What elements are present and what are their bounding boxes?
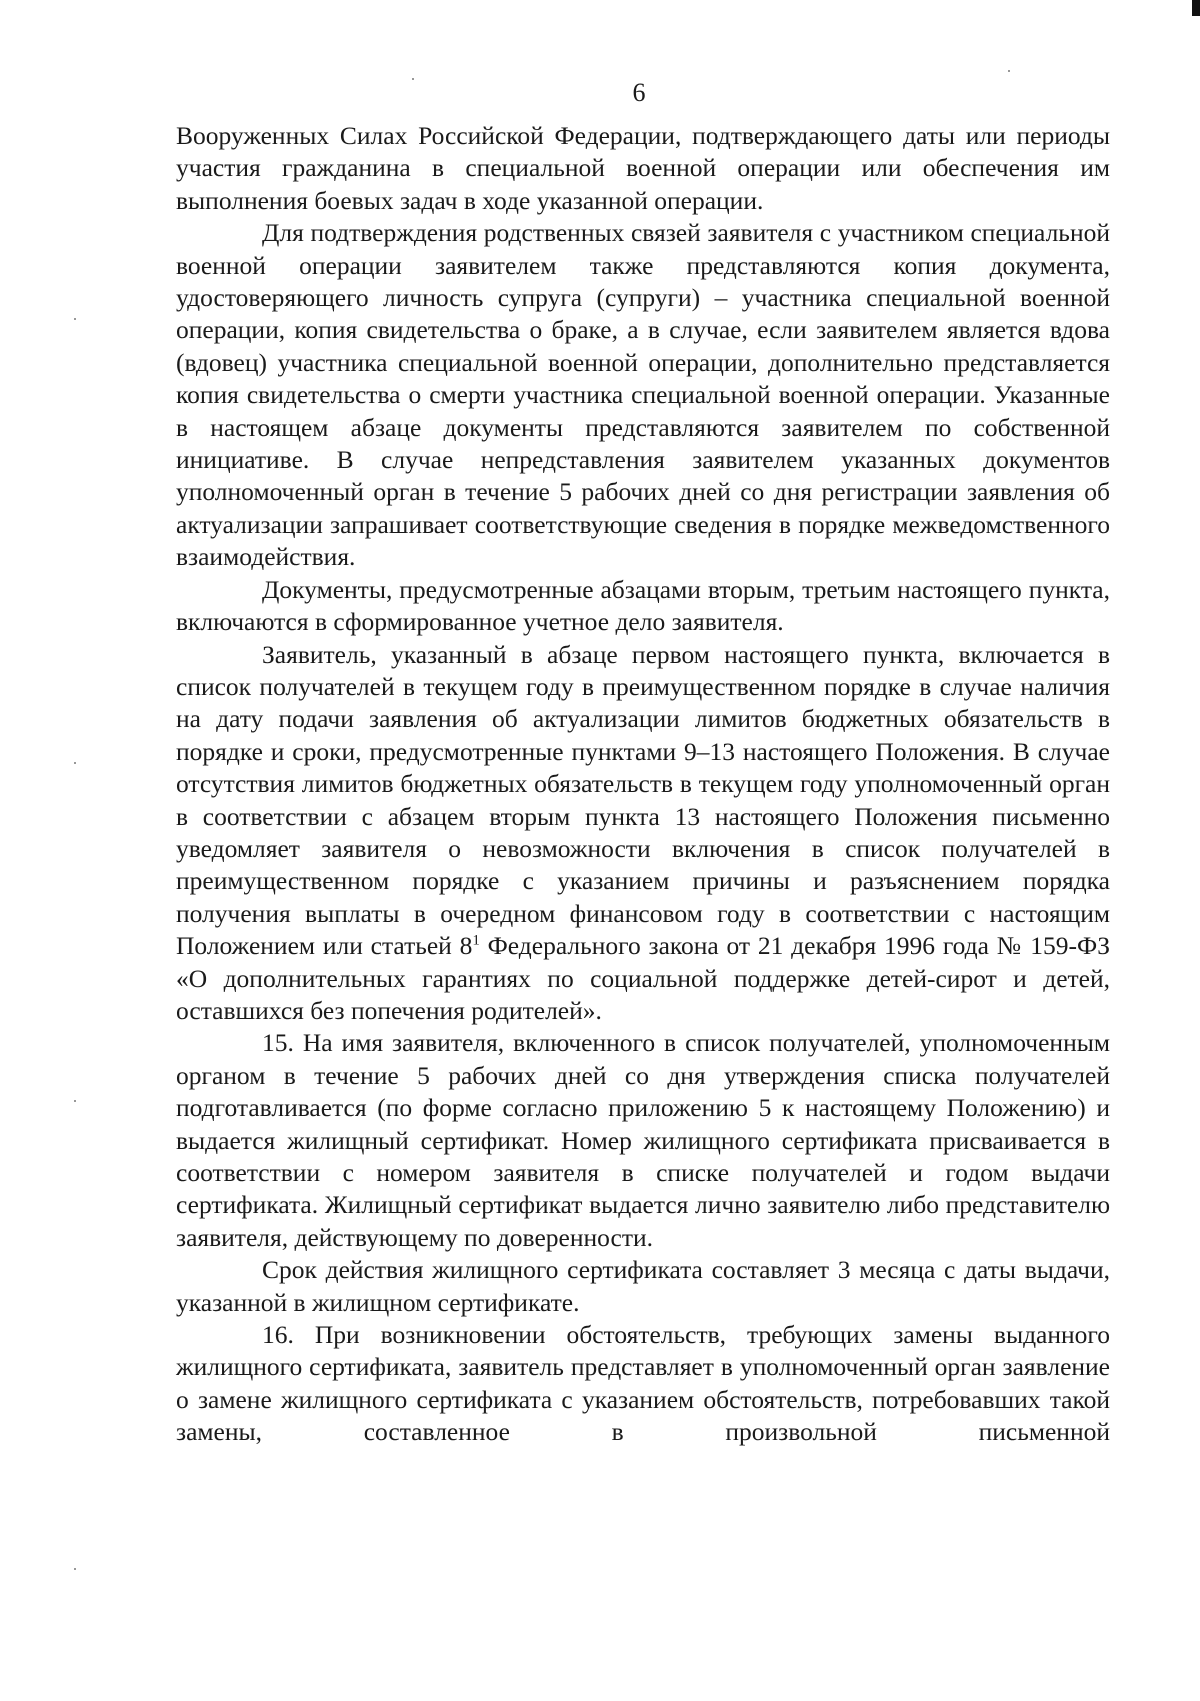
- page-number: 6: [632, 78, 646, 107]
- scan-speck: [74, 762, 76, 764]
- paragraph-certificate-validity: Срок действия жилищного сертификата составляет 3 месяца с даты выдачи, указанной в жилищном сертификате.: [176, 1255, 1110, 1317]
- paragraph-relationship-documents: Для подтверждения родственных связей заявителя с участником специальной военной операции заявителем также представляются копия документа, удостоверяющего личность супруга (супруги) – участника специальной военной операции, копия свидетельства о браке, а в случае, если заявителем является вдова (вдовец) участника специальной военной операции, дополнительно представляется копия свидетельства о смерти участника специальной военной операции. Указанные в настоящем абзаце документы представляются заявителем по собственной инициативе. В случае непредставления заявителем указанных документов уполномоченный орган в течение 5 рабочих дней со дня регистрации заявления об актуализации запрашивает соответствующие сведения в порядке межведомственного взаимодействия.: [176, 218, 1110, 572]
- paragraph-documents-included: Документы, предусмотренные абзацами вторым, третьим настоящего пункта, включаются в сформированное учетное дело заявителя.: [176, 574, 1110, 637]
- paragraph-continuation: Вооруженных Силах Российской Федерации, подтверждающего даты или периоды участия гражданина в специальной военной операции или обеспечения им выполнения боевых задач в ходе указанной операции.: [176, 121, 1110, 215]
- scan-edge-mark: [1192, 0, 1200, 16]
- paragraph-clause-16: 16. При возникновении обстоятельств, требующих замены выданного жилищного сертификата, заявитель представляет в уполномоченный орган заявление о замене жилищного сертификата с указанием обстоятельств, потребовавших такой замены, составленное в произвольной письменной: [176, 1320, 1110, 1447]
- paragraph-priority-text-cont: Федерального закона от 21 декабря 1996 года № 159-ФЗ «О дополнительных гарантиях по социальной поддержке детей-сирот и детей, оставшихся без попечения родителей».: [176, 931, 1110, 1025]
- scan-speck: [74, 1100, 76, 1102]
- scan-speck: [74, 1568, 76, 1570]
- article-superscript: 1: [472, 932, 480, 949]
- paragraph-priority-inclusion: [176, 639, 1110, 1028]
- paragraph-priority-text: Заявитель, указанный в абзаце первом настоящего пункта, включается в список получателей в текущем году в преимущественном порядке в случае наличия на дату подачи заявления об актуализации лимитов бюджетных обязательств в порядке и сроки, предусмотренные пунктами 9–13 настоящего Положения. В случае отсутствия лимитов бюджетных обязательств в текущем году уполномоченный орган в соответствии с абзацем вторым пункта 13 настоящего Положения письменно уведомляет заявителя о невозможности включения в список получателей в преимущественном порядке с указанием причины и разъяснением порядка получения выплаты в очередном финансовом году в соответствии с настоящим Положением или статьей 8: [176, 639, 1110, 961]
- document-body: [176, 120, 1110, 1449]
- paragraph-clause-15: 15. На имя заявителя, включенного в список получателей, уполномоченным органом в течение 5 рабочих дней со дня утверждения списка получателей подготавливается (по форме согласно приложению 5 к настоящему Положению) и выдается жилищный сертификат. Номер жилищного сертификата присваивается в соответствии с номером заявителя в списке получателей и годом выдачи сертификата. Жилищный сертификат выдается лично заявителю либо представителю заявителя, действующему по доверенности.: [176, 1028, 1110, 1252]
- scan-speck: [1008, 70, 1010, 72]
- scan-speck: [74, 318, 76, 320]
